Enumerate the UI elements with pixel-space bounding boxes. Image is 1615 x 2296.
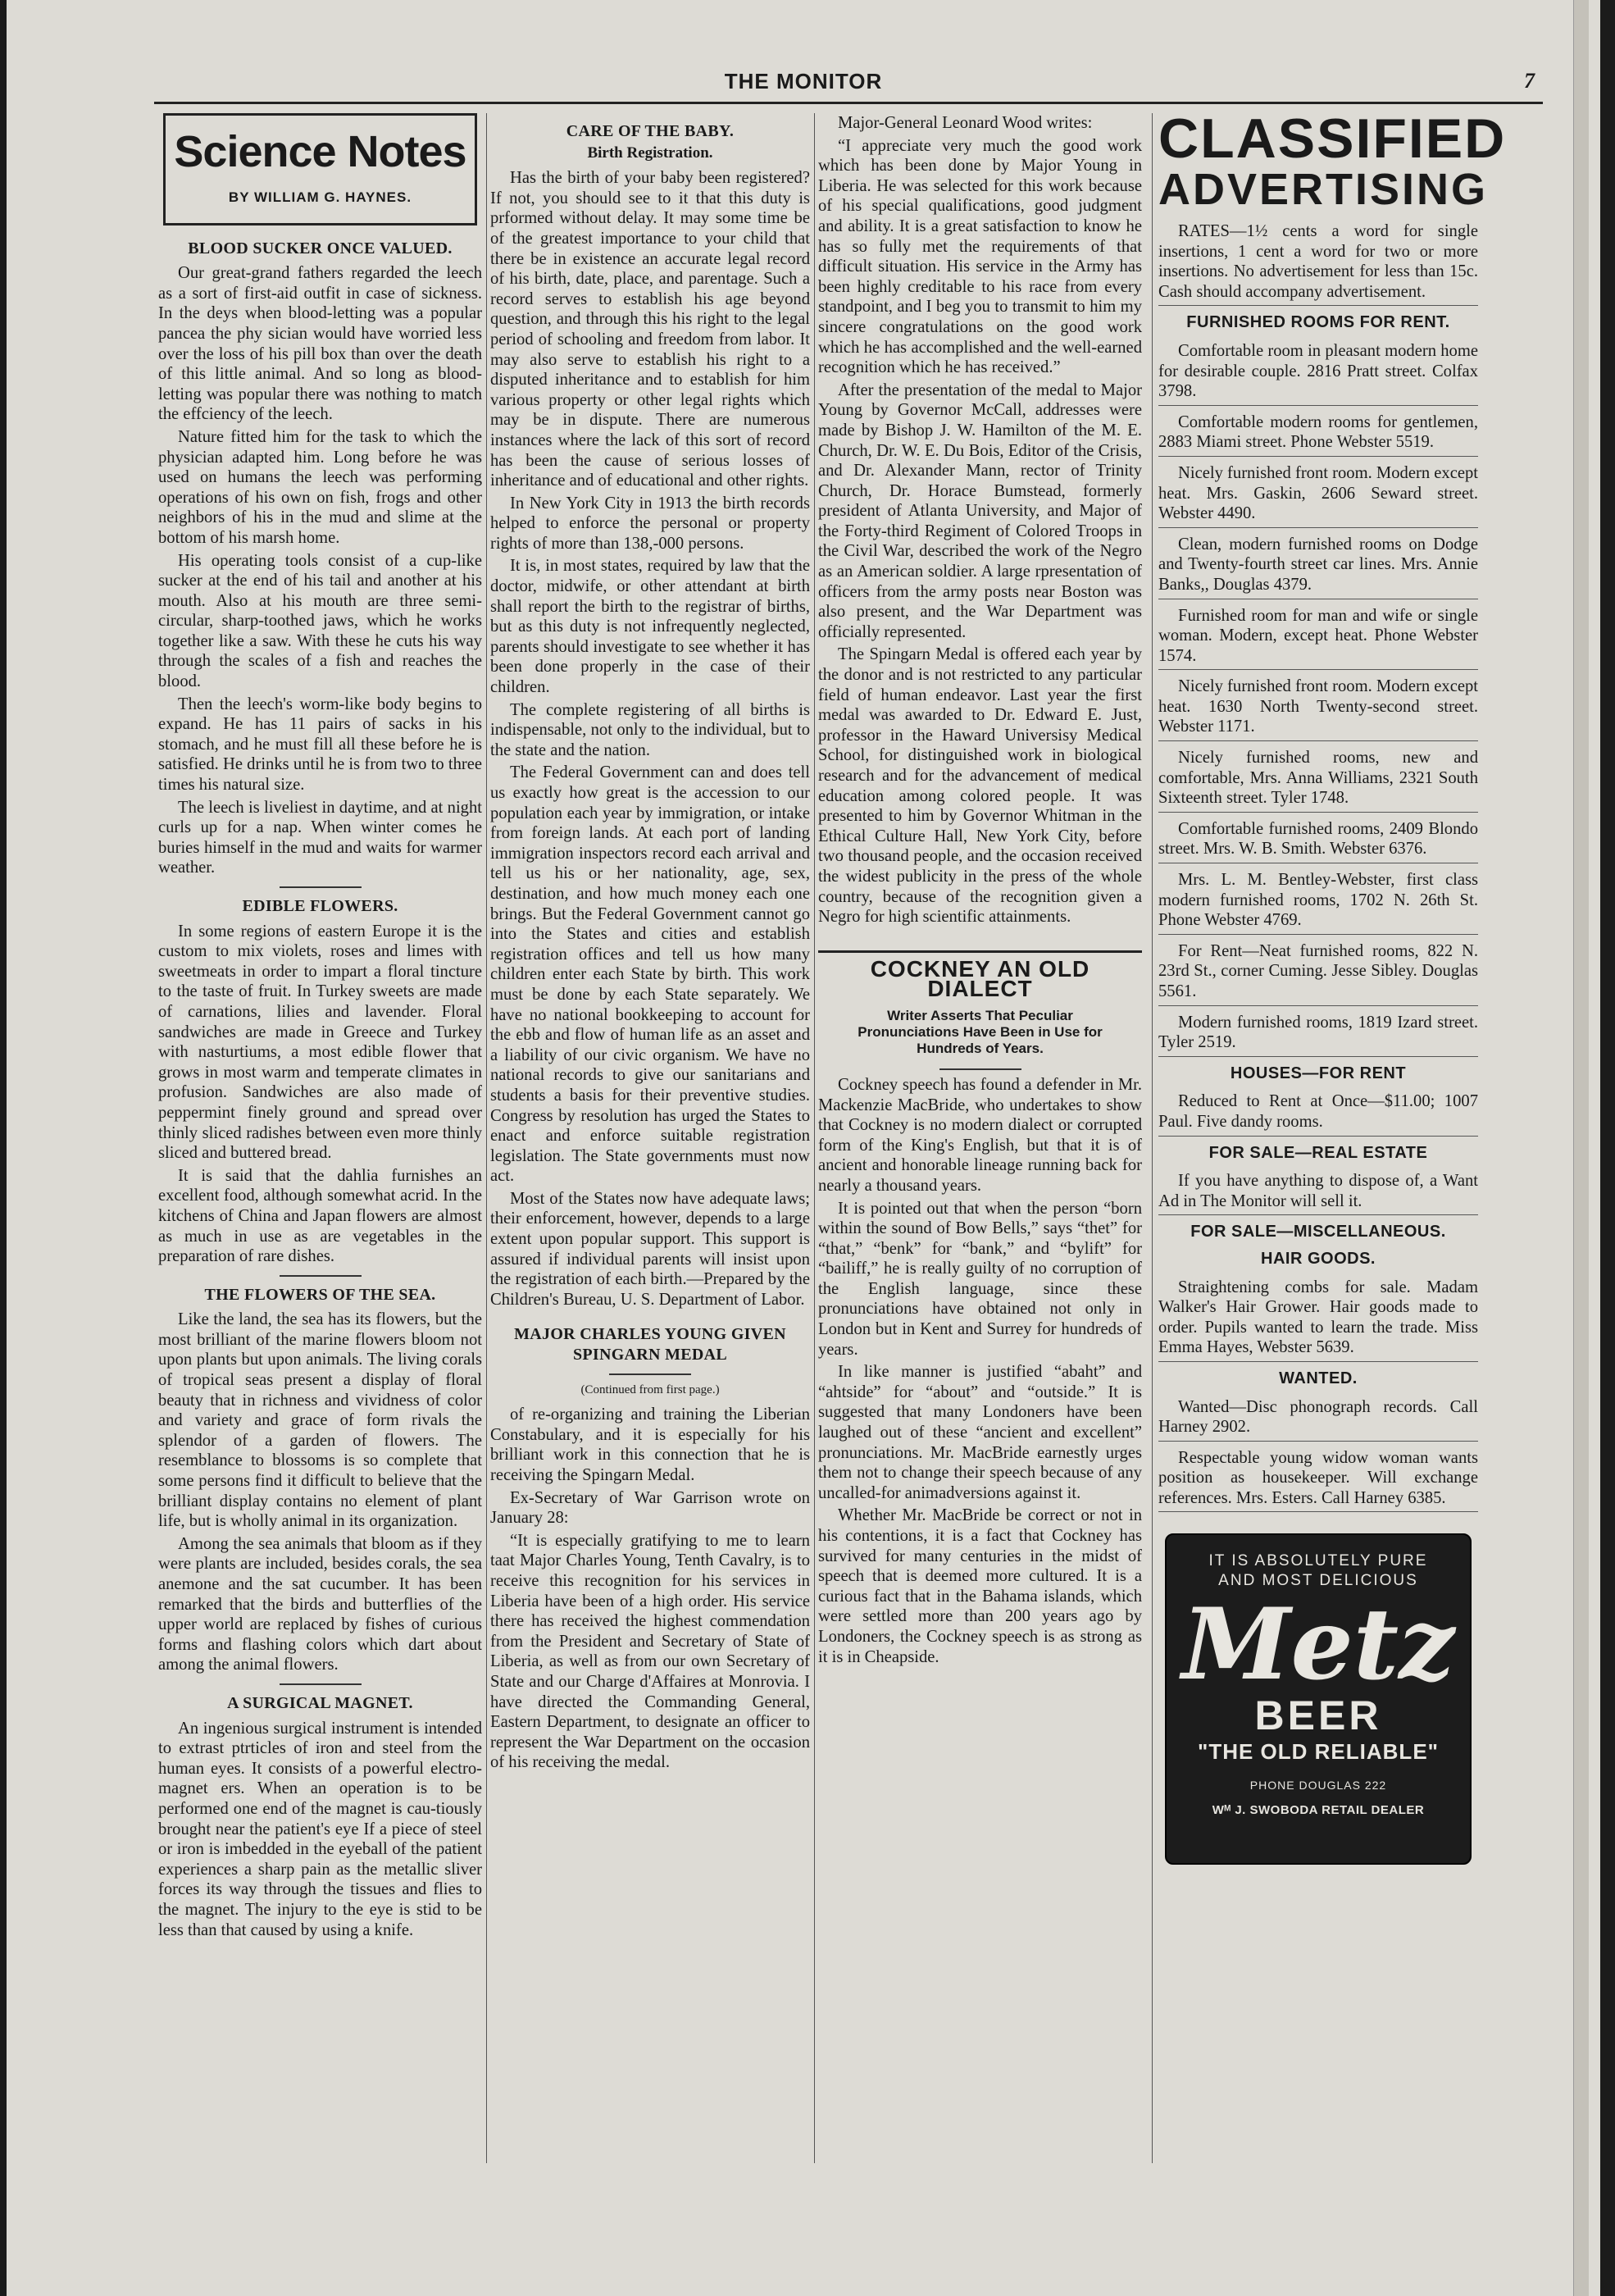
ad-text: Nicely furnished front room. Modern except heat. 1630 North Twenty-second street. Webster 1171. (1158, 677, 1479, 736)
ad-text: Furnished room for man and wife or single woman. Modern, except heat. Phone Webster 1574. (1158, 606, 1478, 665)
classified-ad (1158, 1168, 1478, 1215)
ad-text: Nicely furnished front room. Modern except heat. Mrs. Gaskin, 2606 Seward street. Webster 4490. (1158, 463, 1479, 523)
article-heading: MAJOR CHARLES YOUNG GIVEN SPINGARN MEDAL (514, 1325, 786, 1364)
ad-text: Comfortable modern rooms for gentlemen, 2883 Miami street. Phone Webster 5519. (1158, 412, 1478, 452)
classified-title (1158, 107, 1507, 215)
classified-ad (1158, 938, 1478, 1006)
column-3 (818, 113, 1142, 1670)
classified-ad (1158, 338, 1478, 406)
ad-slogan: "THE OLD RELIABLE" (1198, 1739, 1439, 1765)
article-heading: A SURGICAL MAGNET. (227, 1693, 413, 1712)
article-paragraph: The leech is liveliest in daytime, and at night curls up for a nap. When winter comes he buries himself in the mud and waits for warmer weather. (158, 798, 482, 877)
article-paragraph: Nature fitted him for the task to which the physician adapted him. Long before he was used on humans the leech was performing operations of his own on fish, frogs and other neighbors of his in the mud and slime at the bottom of his marsh home. (158, 427, 482, 547)
article-paragraph: In New York City in 1913 the birth records helped to enforce the personal or property rights of more than 138,-000 persons. (490, 494, 810, 553)
masthead (7, 69, 1600, 102)
classified-title-line1: CLASSIFIED (1158, 107, 1507, 170)
page-number: 7 (1524, 69, 1535, 93)
column-divider (814, 113, 815, 2163)
article-paragraph: His operating tools consist of a cup-like sucker at the end of his tail and another at his mouth. Also at his mouth are three semi-circular, sharp-toothed jaws, which he works together like a saw. With these he cuts his way through the scales of a fish and reaches the blood. (158, 551, 482, 691)
ad-product: BEER (1254, 1692, 1382, 1739)
section-separator (280, 1275, 362, 1277)
section-separator (280, 1683, 362, 1685)
article-paragraph: Our great-grand fathers regarded the leech as a sort of first-aid outfit in case of sickness. In the deys when blood-letting was a popular pancea the phy sician would have worried less over the loss of his pill box than over the death of this little animal. And so long as blood-letting was popular there was nothing to match the effciency of the leech. (158, 264, 482, 424)
article-paragraph: It is pointed out that when the person “born within the sound of Bow Bells,” says “thet” for “that,” “benk” for “bank,” and “bylift” for “bailiff,” he is really guilty of no corruption of the English language, since these pronunciations have obtained not only in London but in Kent and Surrey for hundreds of years. (818, 1199, 1142, 1359)
header-rule (154, 102, 1543, 104)
category-heading: HAIR GOODS. (1261, 1249, 1376, 1268)
section-separator (280, 886, 362, 888)
category-heading: WANTED. (1279, 1369, 1358, 1387)
article-paragraph: It is said that the dahlia furnishes an excellent food, although somewhat acrid. In the kitchens of China and Japan flowers are almost as much in use as are vegetables in the preparation of rare dishes. (158, 1166, 482, 1266)
classified-ad (1158, 1394, 1478, 1442)
category-heading: HOUSES—FOR RENT (1230, 1064, 1407, 1082)
article-subheading: Writer Asserts That Peculiar Pronunciations Have Been in Use for Hundreds of Years. (858, 1007, 1103, 1056)
article-paragraph: Whether Mr. MacBride be correct or not in his contentions, it is a fact that Cockney has survived for many centuries in the midst of speech that is deemed more cultured. It is a curious fact that in the Bahama islands, which were settled more than 200 years ago by Londoners, the Cockney speech is as strong as it is in Cheapside. (818, 1506, 1142, 1666)
article-paragraph: Has the birth of your baby been registered? If not, you should see to it that this duty is prformed without delay. It may some time be of the greatest importance to your child that there be in existence an accurate legal record of his birth, date, place, and parentage. Such a record serves to establish his age beyond question, and through this his right to the legal period of schooling and freedom from labor. It may also serve to establish his right to a disputed inheritance and to establish for him various property or other legal rights which may be in dispute. There are numerous instances where the lack of this sort of record has been the cause of serious losses of inheritance and of educational and other rights. (490, 169, 810, 490)
ad-text: Straightening combs for sale. Madam Walker's Hair Grower. Hair goods made to order. Pupils wanted to learn the trade. Miss Emma Hayes, Webster 5639. (1158, 1278, 1478, 1357)
ad-tagline-line2: AND MOST DELICIOUS (1218, 1572, 1418, 1590)
page-edge (1573, 0, 1589, 2296)
ad-tagline (1167, 1535, 1470, 1591)
article-paragraph: The Federal Government can and does tell us exactly how great is the accession to our population each year by immigration, or intake from foreign lands. At each port of landing immigration inspectors record each arrival and tell us his or her nationality, age, sex, destination, and how much money each one brings. But the Federal Government cannot go into the States and cities and establish registration offices and tell us how many children enter each State by birth. This work must be done by each State separately. We have no national bookkeeping to account for the ebb and flow of human life as an asset and a liability of our civic organism. We have no national records to give our sanitarians and students a basis for their preventive studies. Congress by resolution has urged the States to enact and enforce suitable registration legislation. The State governments must now act. (490, 763, 810, 1186)
classified-ad (1158, 1445, 1478, 1513)
classified-ad (1158, 1274, 1478, 1362)
classified-ad (1158, 531, 1478, 599)
newspaper-page (7, 0, 1600, 2296)
article-paragraph: Among the sea animals that bloom as if they were plants are included, besides corals, the sea anemone and the sat cucumber. It has been remarked that the birds and butterflies of the upper world are replaced by fishes of curious forms and flashing colors which dart about among the animal flowers. (158, 1534, 482, 1674)
article-paragraph: It is, in most states, required by law that the doctor, midwife, or other attendant at birth shall report the birth to the registrar of births, but as this duty is not infrequently neglected, parents should investigate to see whether it has been done properly in the case of their children. (490, 557, 810, 697)
science-notes-box (163, 113, 477, 226)
continued-note: (Continued from first page.) (580, 1383, 720, 1396)
classified-ad (1158, 673, 1478, 741)
ad-text: Comfortable room in pleasant modern home for desirable couple. 2816 Pratt street. Colfax 3798. (1158, 341, 1478, 401)
article-paragraph: Then the leech's worm-like body begins to expand. He has 11 pairs of sacks in his stomach, and he must fill all these before he is satisfied. He drinks until he is from two to three times his natural size. (158, 695, 482, 795)
article-paragraph: Cockney speech has found a defender in Mr. Mackenzie MacBride, who undertakes to show that Cockney is no modern dialect or corrupted form of the King's English, but that it is of ancient and honorable lineage running back for nearly a thousand years. (818, 1075, 1142, 1195)
article-paragraph: Most of the States now have adequate laws; their enforcement, however, depends to a large extent upon popular support. This support is assured if individual parents will insist upon the registration of each birth.—Prepared by the Children's Bureau, U. S. Department of Labor. (490, 1189, 810, 1309)
column-divider (486, 113, 487, 2163)
ad-text: Mrs. L. M. Bentley-Webster, first class modern furnished rooms, 1702 N. 26th St. Phone Webster 4769. (1158, 871, 1478, 930)
ad-text: Reduced to Rent at Once—$11.00; 1007 Paul. Five dandy rooms. (1158, 1092, 1478, 1131)
column-1 (158, 113, 482, 1943)
ad-text: Wanted—Disc phonograph records. Call Harney 2902. (1158, 1397, 1478, 1437)
science-notes-title: Science Notes (174, 127, 466, 176)
article-heading: EDIBLE FLOWERS. (242, 897, 398, 915)
article-paragraph: The Spingarn Medal is offered each year by the donor and is not restricted to any particular field of human endeavor. Last year the first medal was awarded to Dr. Edward E. Just, professor in the Haward Universisy Medical School, for distinguished work in biological research and for the advancement of medical education among colored people. It was presented to him by Governor Whitman in the Ethical Culture Hall, New York City, before two thousand people, and the occasion received the widest publicity in the press of the whole country, because of the recognition given a Negro for high scientific attainments. (818, 645, 1142, 927)
column-2 (490, 113, 810, 1775)
ad-text: For Rent—Neat furnished rooms, 822 N. 23rd St., corner Cuming. Jesse Sibley. Douglas 5561. (1158, 941, 1478, 1000)
article-paragraph: Major-General Leonard Wood writes: (838, 114, 1093, 132)
article-paragraph: An ingenious surgical instrument is intended to extrast ptrticles of iron and steel from the human eyes. It consists of a powerful electro-magnet ers. When an operation is to be performed one end of the magnet is cau-tiously brought near the patient's eye If a piece of steel or iron is imbedded in the eyeball of the patient experiences a sharp pain as the metallic sliver forces its way through the tissues and flies to the magnet. The injury to the eye is stid to be less than that caused by using a knife. (158, 1719, 482, 1939)
article-heading: THE FLOWERS OF THE SEA. (204, 1285, 436, 1304)
article-heading: BLOOD SUCKER ONCE VALUED. (188, 239, 453, 257)
ad-phone: PHONE DOUGLAS 222 (1249, 1779, 1387, 1793)
ad-dealer: Wᴹ J. SWOBODA RETAIL DEALER (1212, 1802, 1425, 1817)
ad-text: Modern furnished rooms, 1819 Izard street. Tyler 2519. (1158, 1013, 1478, 1052)
article-paragraph: “It is especially gratifying to me to learn taat Major Charles Young, Tenth Cavalry, is to receive this recognition for his services in Liberia have been of a high order. His service there has received the highest commendation from the President and Secretary of State of Liberia, as well as from our own Secretary of State and our Charge d'Affaires at Monrovia. I have directed the Commanding General, Eastern Department, to designate an officer to represent the War Department on the occasion of his receiving the medal. (490, 1531, 810, 1772)
article-paragraph: In like manner is justified “abaht” and “ahtside” for “about” and “outside.” It is suggested that many Londoners have been laughed out of these “ancient and excellent” pronunciations. Mr. MacBride earnestly urges them not to change their speech because of any uncalled-for animadversions against it. (818, 1363, 1142, 1502)
ad-text: Nicely furnished rooms, new and comfortable, Mrs. Anna Williams, 2321 South Sixteenth street. Tyler 1748. (1158, 749, 1478, 808)
classified-ad (1158, 1088, 1478, 1136)
classified-column (1158, 107, 1507, 1865)
article-heading: CARE OF THE BABY. (566, 122, 735, 140)
article-subheading: Birth Registration. (587, 144, 713, 162)
classified-ad (1158, 460, 1478, 528)
article-paragraph: After the presentation of the medal to Major Young by Governor McCall, addresses were made by Bishop J. W. Hamilton of the M. E. Church, Dr. W. E. Du Bois, Editor of the Crisis, and Dr. Alexander Mann, rector of Trinity Church, Dr. Horace Bumstead, formerly president of Atlanta University, and Major of the Forty-third Regiment of Colored Troops in the Civil War, described the work of the Negro as an American soldier. A large rpresentation of officers from the army posts near Boston was also present, and the War Department was officially represented. (818, 380, 1142, 641)
article-heading: COCKNEY AN OLD DIALECT (818, 950, 1142, 1000)
newspaper-title: THE MONITOR (724, 69, 883, 93)
section-separator (609, 1374, 691, 1375)
article-paragraph: “I appreciate very much the good work which has been done by Major Young in Liberia. He was selected for this work because of his special qualifications, good judgment and ability. It is a great satisfaction to know he has so fully met the requirements of that difficult situation. His service in the Army has been highly creditable to his race from every standpoint, and I beg you to transmit to him my sincere congratulations on the good work which he has accomplished and the well-earned recognition which he has received.” (818, 136, 1142, 377)
column-divider (1152, 113, 1153, 2163)
classified-title-line2: ADVERTISING (1158, 165, 1489, 214)
article-paragraph: The complete registering of all births is indispensable, not only to the individual, but to the state and the nation. (490, 700, 810, 759)
article-paragraph: Like the land, the sea has its flowers, but the most brilliant of the marine flowers bloom not upon plants but upon animals. The living corals of tropical seas present a display of floral beauty that in richness and vividness of color and variety and grace of form rivals the splendor of a garden of flowers. The resemblance to blossoms is so complete that some persons find it difficult to believe that the brilliant display contains no element of plant life, but is wholly animal in its organization. (158, 1310, 482, 1531)
metz-beer-advertisement (1165, 1533, 1472, 1865)
metz-logo: Metz (1181, 1587, 1455, 1703)
rates-notice (1158, 218, 1478, 306)
section-separator (939, 1068, 1021, 1070)
classified-ad (1158, 603, 1478, 671)
article-paragraph: In some regions of eastern Europe it is the custom to mix violets, roses and limes with sweetmeats in order to impart a floral tincture to the taste of fruit. In Turkey sweets are made of carnations, lilies and lavender. Floral sandwiches are made in Greece and Turkey with nasturtiums, a most edible flower that grows in most warm and temperate climates in profusion. Sandwiches are also made of peppermint finely ground and spread over thinly sliced radishes between even more thinly sliced and buttered bread. (158, 922, 482, 1163)
science-notes-byline: BY WILLIAM G. HAYNES. (228, 189, 412, 205)
ad-tagline-line1: IT IS ABSOLUTELY PURE (1208, 1552, 1428, 1570)
rates-text: RATES—1½ cents a word for single insertions, 1 cent a word for two or more insertions. No advertisement for less than 15c. Cash should accompany advertisement. (1158, 222, 1478, 301)
ad-text: If you have anything to dispose of, a Want Ad in The Monitor will sell it. (1158, 1172, 1478, 1210)
classified-ad (1158, 1009, 1478, 1057)
category-heading: FOR SALE—REAL ESTATE (1208, 1143, 1428, 1162)
ad-text: Clean, modern furnished rooms on Dodge and Twenty-fourth street car lines. Mrs. Annie Banks,, Douglas 4379. (1158, 535, 1478, 594)
article-paragraph: Ex-Secretary of War Garrison wrote on January 28: (490, 1488, 810, 1528)
ad-text: Respectable young widow woman wants position as housekeeper. Will exchange references. Mrs. Esters. Call Harney 6385. (1158, 1448, 1478, 1507)
classified-ad (1158, 816, 1478, 863)
classified-ad (1158, 867, 1478, 935)
classified-ad (1158, 409, 1478, 457)
classified-ad (1158, 745, 1478, 813)
ad-text: Comfortable furnished rooms, 2409 Blondo street. Mrs. W. B. Smith. Webster 6376. (1158, 819, 1478, 859)
article-paragraph: of re-organizing and training the Liberian Constabulary, and it is especially for his brilliant work in this connection that he is receiving the Spingarn Medal. (490, 1405, 810, 1484)
category-heading: FURNISHED ROOMS FOR RENT. (1186, 313, 1450, 332)
category-heading: FOR SALE—MISCELLANEOUS. (1190, 1223, 1446, 1241)
